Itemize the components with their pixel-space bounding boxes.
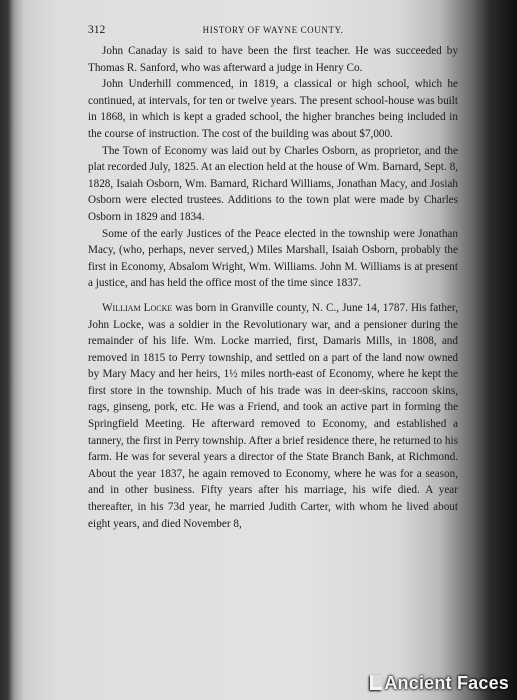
ancient-faces-watermark [370, 673, 509, 694]
watermark-text: Ancient Faces [384, 673, 509, 693]
running-title: HISTORY OF WAYNE COUNTY. [202, 25, 344, 35]
paragraph-school: John Underhill commenced, in 1819, a classical or high school, which he continued, at intervals, for ten or twelve years. The present school-house was built in 1868, in which is kept a graded school, the higher branches being included in the course of instruction. The cost of the building was about $7,000. [88, 78, 458, 140]
page-number: 312 [88, 24, 106, 36]
running-head [88, 22, 458, 40]
biography-text: was born in Granville county, N. C., June 14, 1787. His father, John Locke, was a soldier in the Revolutionary war, and a pensioner during the remainder of his life. Wm. Locke married, first, Damaris Mills, in 1808, and removed in 1815 to Perry township, and settled on a part of the land now owned by Mary Macy and her heirs, 1½ miles north-east of Economy, where he kept the first store in the township. Much of his trade was in deer-skins, raccoon skins, rags, ginseng, pork, etc. He was a Friend, and took an active part in forming the Springfield Meeting. He afterward removed to Economy, and established a tannery, the first in Perry township. After a brief residence there, he returned to his farm. He was for several years a director of the State Branch Bank, at Richmond. About the year 1837, he again removed to Economy, where he was for a season, and in other business. Fifty years after his marriage, his wife died. A year thereafter, in his 73d year, he married Judith Carter, with whom he lived about eight years, and died November 8, [88, 301, 458, 530]
biography-name: William Locke [102, 301, 173, 314]
paragraph-justices: Some of the early Justices of the Peace elected in the township were Jonathan Macy, (who, perhaps, never served,) Miles Marshall, Isaiah Osborn, probably the first in Economy, Absalom Wright, Wm. Williams. John M. Williams is at present a justice, and has held the office most of the time since 1837. [88, 227, 458, 290]
paragraph-town-of-economy: The Town of Economy was laid out by Charles Osborn, as proprietor, and the plat recorded July, 1825. At an election held at the house of Wm. Barnard, Sept. 8, 1828, Isaiah Osborn, Wm. Barnard, Richard Williams, Jonathan Macy, and Josiah Osborn were elected trustees. Additions to the town plat were made by Charles Osborn in 1829 and 1834. [88, 144, 458, 223]
paragraph-first-teacher: John Canaday is said to have been the first teacher. He was succeeded by Thomas R. Sanford, who was afterward a judge in Henry Co. [88, 45, 458, 74]
paragraph-biography [88, 300, 458, 532]
watermark-logo-icon [370, 675, 382, 690]
page-content [88, 22, 458, 532]
